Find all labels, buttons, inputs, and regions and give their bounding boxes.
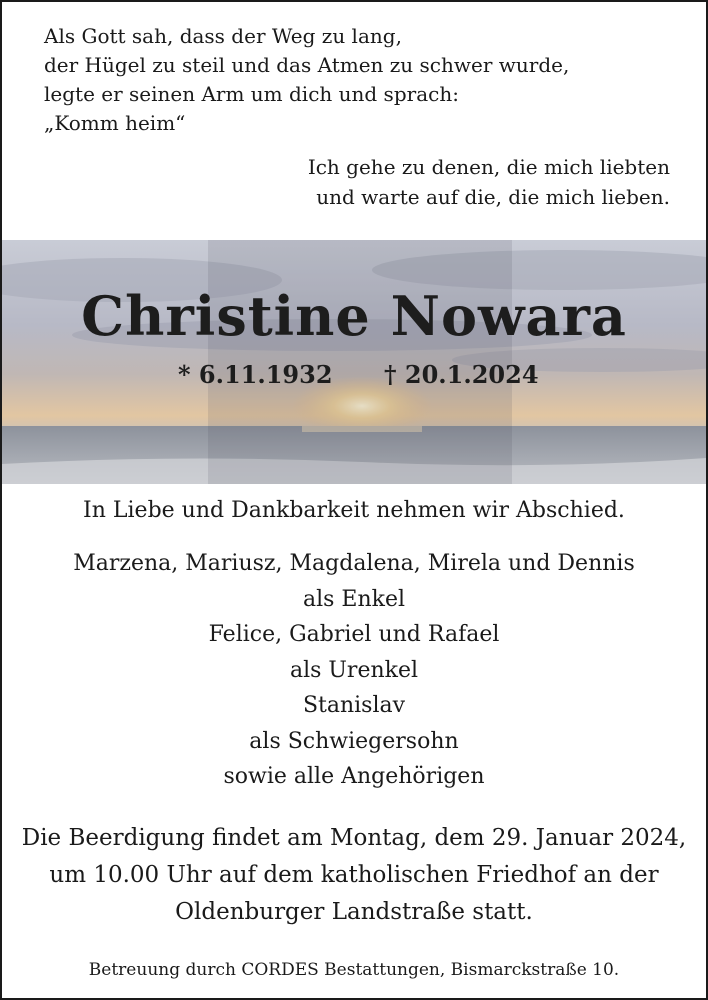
family-list [2, 546, 706, 795]
quote-line: und warte auf die, die mich lieben. [316, 185, 670, 209]
family-line: Marzena, Mariusz, Magdalena, Mirela und Dennis [73, 551, 635, 576]
family-line: als Enkel [302, 586, 406, 612]
quote-line: Ich gehe zu denen, die mich liebten [307, 155, 670, 179]
poem-line: Als Gott sah, dass der Weg zu lang, [44, 24, 402, 48]
funeral-line: Oldenburger Landstraße statt. [175, 899, 533, 925]
family-line: als Schwiegersohn [249, 728, 459, 754]
birth-date: * 6.11.1932 [178, 360, 333, 389]
family-line: Stanislav [302, 693, 406, 718]
funeral-info [2, 820, 706, 931]
family-line: sowie alle Angehörigen [223, 764, 485, 789]
poem-line: legte er seinen Arm um dich und sprach: [44, 82, 459, 106]
sunset-sea-photo [2, 240, 706, 484]
poem-line: „Komm heim“ [44, 111, 186, 135]
funeral-line: um 10.00 Uhr auf dem katholischen Friedhof an der [49, 862, 659, 888]
poem-line: der Hügel zu steil und das Atmen zu schwer wurde, [44, 53, 570, 77]
memorial-banner [2, 240, 706, 484]
poem [44, 22, 569, 138]
funeral-line: Die Beerdigung findet am Montag, dem 29. Januar 2024, [21, 825, 687, 851]
family-line: Felice, Gabriel und Rafael [208, 622, 500, 647]
death-date: † 20.1.2024 [384, 360, 539, 389]
quote [308, 152, 670, 212]
farewell-text: In Liebe und Dankbarkeit nehmen wir Abschied. [83, 498, 625, 523]
family-line: als Urenkel [289, 657, 419, 683]
deceased-name: Christine Nowara [81, 284, 627, 348]
undertaker-credit: Betreuung durch CORDES Bestattungen, Bismarckstraße 10. [88, 960, 620, 980]
